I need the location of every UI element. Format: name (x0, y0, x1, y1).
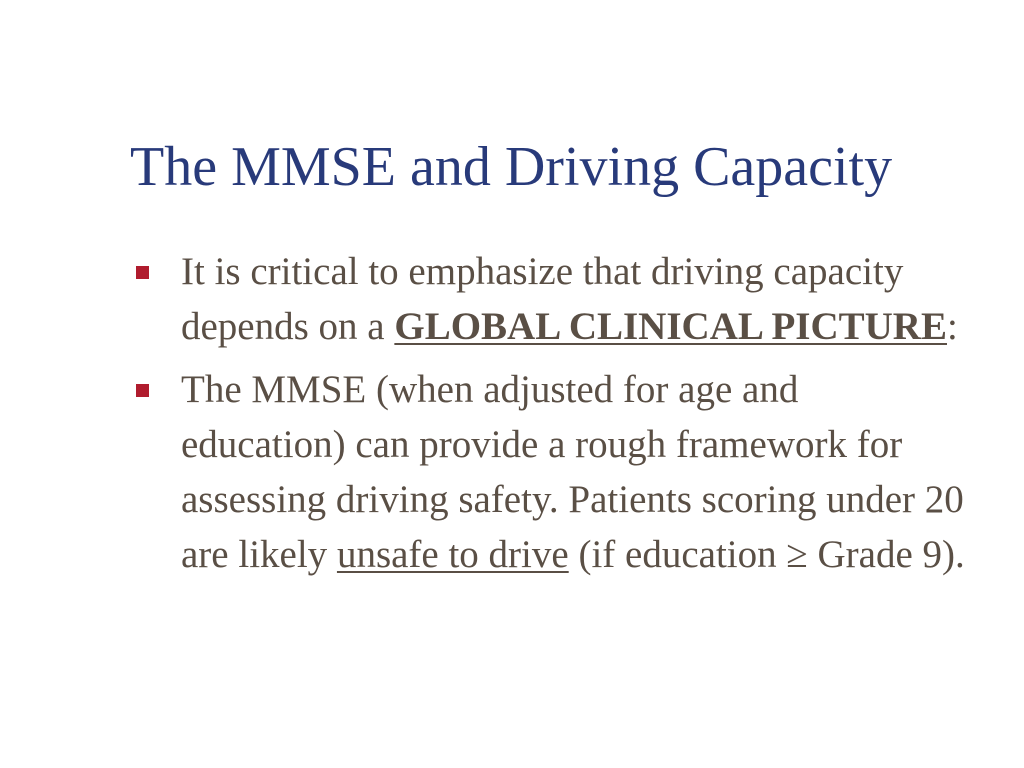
bullet-text-mmse: The MMSE (when adjusted for age and education) can provide a rough framework for assessing driving safety. Patients scoring under 20 are likely (181, 368, 964, 576)
bullet-text-colon: : (947, 305, 958, 348)
square-bullet-icon (136, 384, 149, 397)
bullet-list (130, 244, 970, 582)
bullet-item-global-picture (130, 244, 970, 354)
slide-title: The MMSE and Driving Capacity (130, 136, 893, 198)
global-clinical-picture-emphasis: GLOBAL CLINICAL PICTURE (394, 305, 947, 348)
unsafe-to-drive-emphasis: unsafe to drive (336, 533, 569, 576)
bullet-text-intro: It is critical to emphasize that driving capacity depends on a (181, 250, 904, 348)
square-bullet-icon (136, 266, 149, 279)
bullet-text-education: (if education ≥ Grade 9). (568, 533, 965, 576)
bullet-item-mmse-framework (130, 362, 970, 582)
